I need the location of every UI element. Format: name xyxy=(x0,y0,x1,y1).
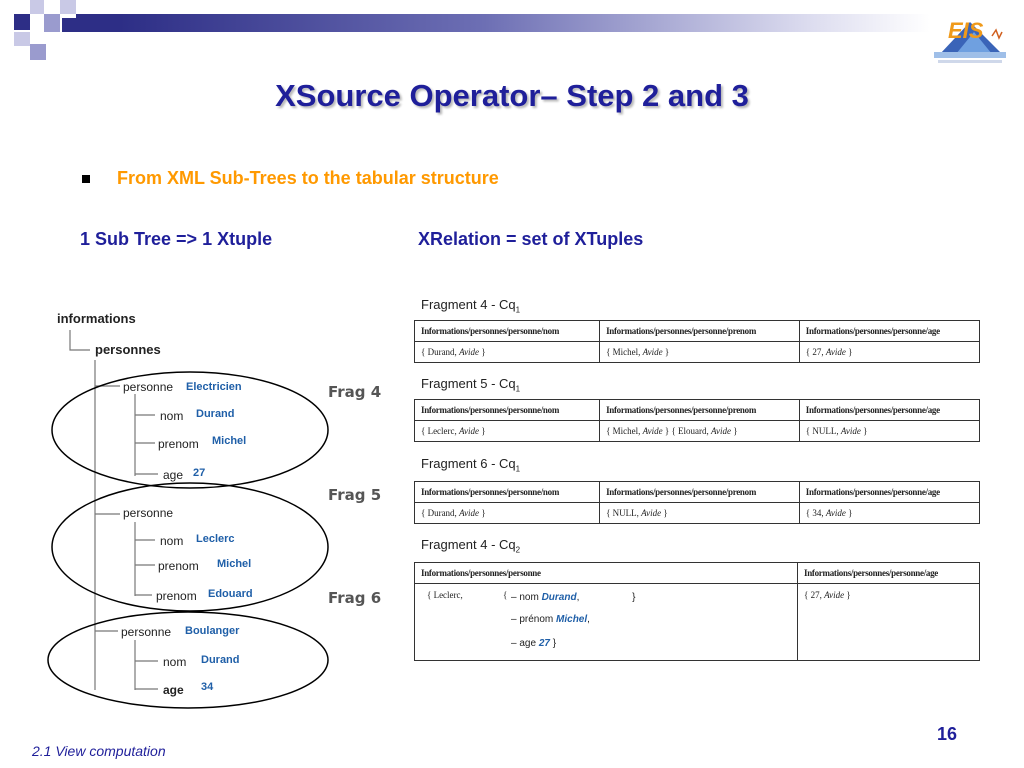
fragment-1-header-age: Informations/personnes/personne/age xyxy=(799,321,979,342)
left-caption: 1 Sub Tree => 1 Xtuple xyxy=(80,229,273,249)
tree-personne-3-value: Boulanger xyxy=(185,625,240,637)
fragment-3-header-age: Informations/personnes/personne/age xyxy=(799,482,979,503)
fragment-3-cell-age: { 34, Avide } xyxy=(799,503,979,524)
fragment-2-cell-age: { NULL, Avide } xyxy=(799,421,979,442)
corner-square-6 xyxy=(14,32,30,46)
tree-personne-2: personne xyxy=(123,506,174,520)
fragment-3-header-nom: Informations/personnes/personne/nom xyxy=(415,482,600,503)
fragment-2-header-nom: Informations/personnes/personne/nom xyxy=(415,400,600,421)
tree-personne-3: personne xyxy=(121,625,172,639)
fragment-1-header-nom: Informations/personnes/personne/nom xyxy=(415,321,600,342)
corner-square-2 xyxy=(30,0,44,14)
fragment-4-line-nom: – nom Durand, } xyxy=(511,592,636,603)
tree-nom-1-value: Durand xyxy=(196,408,235,420)
tree-prenom-1: prenom xyxy=(158,437,199,451)
tree-age-3-value: 34 xyxy=(201,681,214,693)
fragment-4-title: Fragment $4 - Cq_2$ xyxy=(421,537,521,555)
fragment-4-open-brace: { xyxy=(503,590,508,600)
fragment-4-line-prenom: – prénom Michel, xyxy=(511,614,590,625)
fragment-3-title: Fragment $6 - Cq_1$ xyxy=(421,456,521,474)
corner-square-1 xyxy=(14,14,30,30)
fragment-1-table xyxy=(414,320,980,363)
corner-square-8 xyxy=(76,14,120,32)
tree-nom-2: nom xyxy=(160,534,184,548)
tree-prenom-2b: prenom xyxy=(156,589,197,603)
fragment-2-cell-prenom: { Michel, Avide } { Elouard, Avide } xyxy=(600,421,800,442)
tree-personne-1: personne xyxy=(123,380,174,394)
fragment-2-header-age: Informations/personnes/personne/age xyxy=(799,400,979,421)
fragment-4-line-age: – age 27 } xyxy=(511,638,557,649)
tree-personne-1-value: Electricien xyxy=(186,381,242,393)
footer-section-label: 2.1 View computation xyxy=(32,743,166,759)
page-number: 16 xyxy=(937,724,958,744)
fragment-1-cell-prenom: { Michel, Avide } xyxy=(600,342,800,363)
tree-prenom-1-value: Michel xyxy=(212,435,247,447)
corner-square-4 xyxy=(44,14,60,32)
fragment-4-cell-personne xyxy=(415,584,798,661)
fragment-1-cell-nom: { Durand, Avide } xyxy=(415,342,600,363)
tree-nom-2-value: Leclerc xyxy=(196,533,235,545)
fragment-4-leclerc: { Leclerc, xyxy=(427,590,463,600)
tree-age-1: age xyxy=(163,468,184,482)
fragment-2-table xyxy=(414,399,980,442)
xml-tree-lines xyxy=(40,300,390,710)
eis-logo xyxy=(930,2,1010,66)
tree-age-3: age xyxy=(163,683,184,697)
header-gradient-bar xyxy=(120,14,930,32)
corner-square-3 xyxy=(60,0,76,14)
fragment-4-table xyxy=(414,562,980,661)
fragment-2-title: Fragment $5 - Cq_1$ xyxy=(421,376,521,394)
corner-square-5 xyxy=(62,18,76,32)
fragment-1-header-prenom: Informations/personnes/personne/prenom xyxy=(600,321,800,342)
tree-prenom-2a-value: Michel xyxy=(217,558,252,570)
logo-text: EIS xyxy=(948,18,984,43)
tree-nom-1: nom xyxy=(160,409,184,423)
fragment-3-cell-prenom: { NULL, Avide } xyxy=(600,503,800,524)
bullet-text: From XML Sub-Trees to the tabular structure xyxy=(117,168,499,188)
tree-nom-3-value: Durand xyxy=(201,654,240,666)
right-caption: XRelation = set of XTuples xyxy=(418,229,644,249)
fragment-1-cell-age: { 27, Avide } xyxy=(799,342,979,363)
slide-title: XSource Operator– Step 2 and 3 xyxy=(275,78,749,113)
fragment-4-header-personne: Informations/personnes/personne xyxy=(415,563,798,584)
fragment-2-header-prenom: Informations/personnes/personne/prenom xyxy=(600,400,800,421)
fragment-1-title: Fragment $4 - Cq_1$ xyxy=(421,297,521,315)
tree-nom-3: nom xyxy=(163,655,187,669)
tree-prenom-2b-value: Edouard xyxy=(208,588,253,600)
tree-age-1-value: 27 xyxy=(193,467,206,479)
tree-prenom-2a: prenom xyxy=(158,559,199,573)
bullet-marker xyxy=(82,175,90,183)
fragment-4-header-age: Informations/personnes/personne/age xyxy=(798,563,980,584)
fragment-3-header-prenom: Informations/personnes/personne/prenom xyxy=(600,482,800,503)
tree-root: informations xyxy=(57,311,136,326)
fragment-4-cell-age: { 27, Avide } xyxy=(798,584,980,661)
corner-square-7 xyxy=(30,44,46,60)
fragment-2-cell-nom: { Leclerc, Avide } xyxy=(415,421,600,442)
fragment-3-table xyxy=(414,481,980,524)
frag-label-4: Frag 4 xyxy=(328,383,382,401)
frag-label-5: Frag 5 xyxy=(328,486,382,504)
frag-label-6: Frag 6 xyxy=(328,589,382,607)
tree-personnes: personnes xyxy=(95,342,161,357)
fragment-3-cell-nom: { Durand, Avide } xyxy=(415,503,600,524)
